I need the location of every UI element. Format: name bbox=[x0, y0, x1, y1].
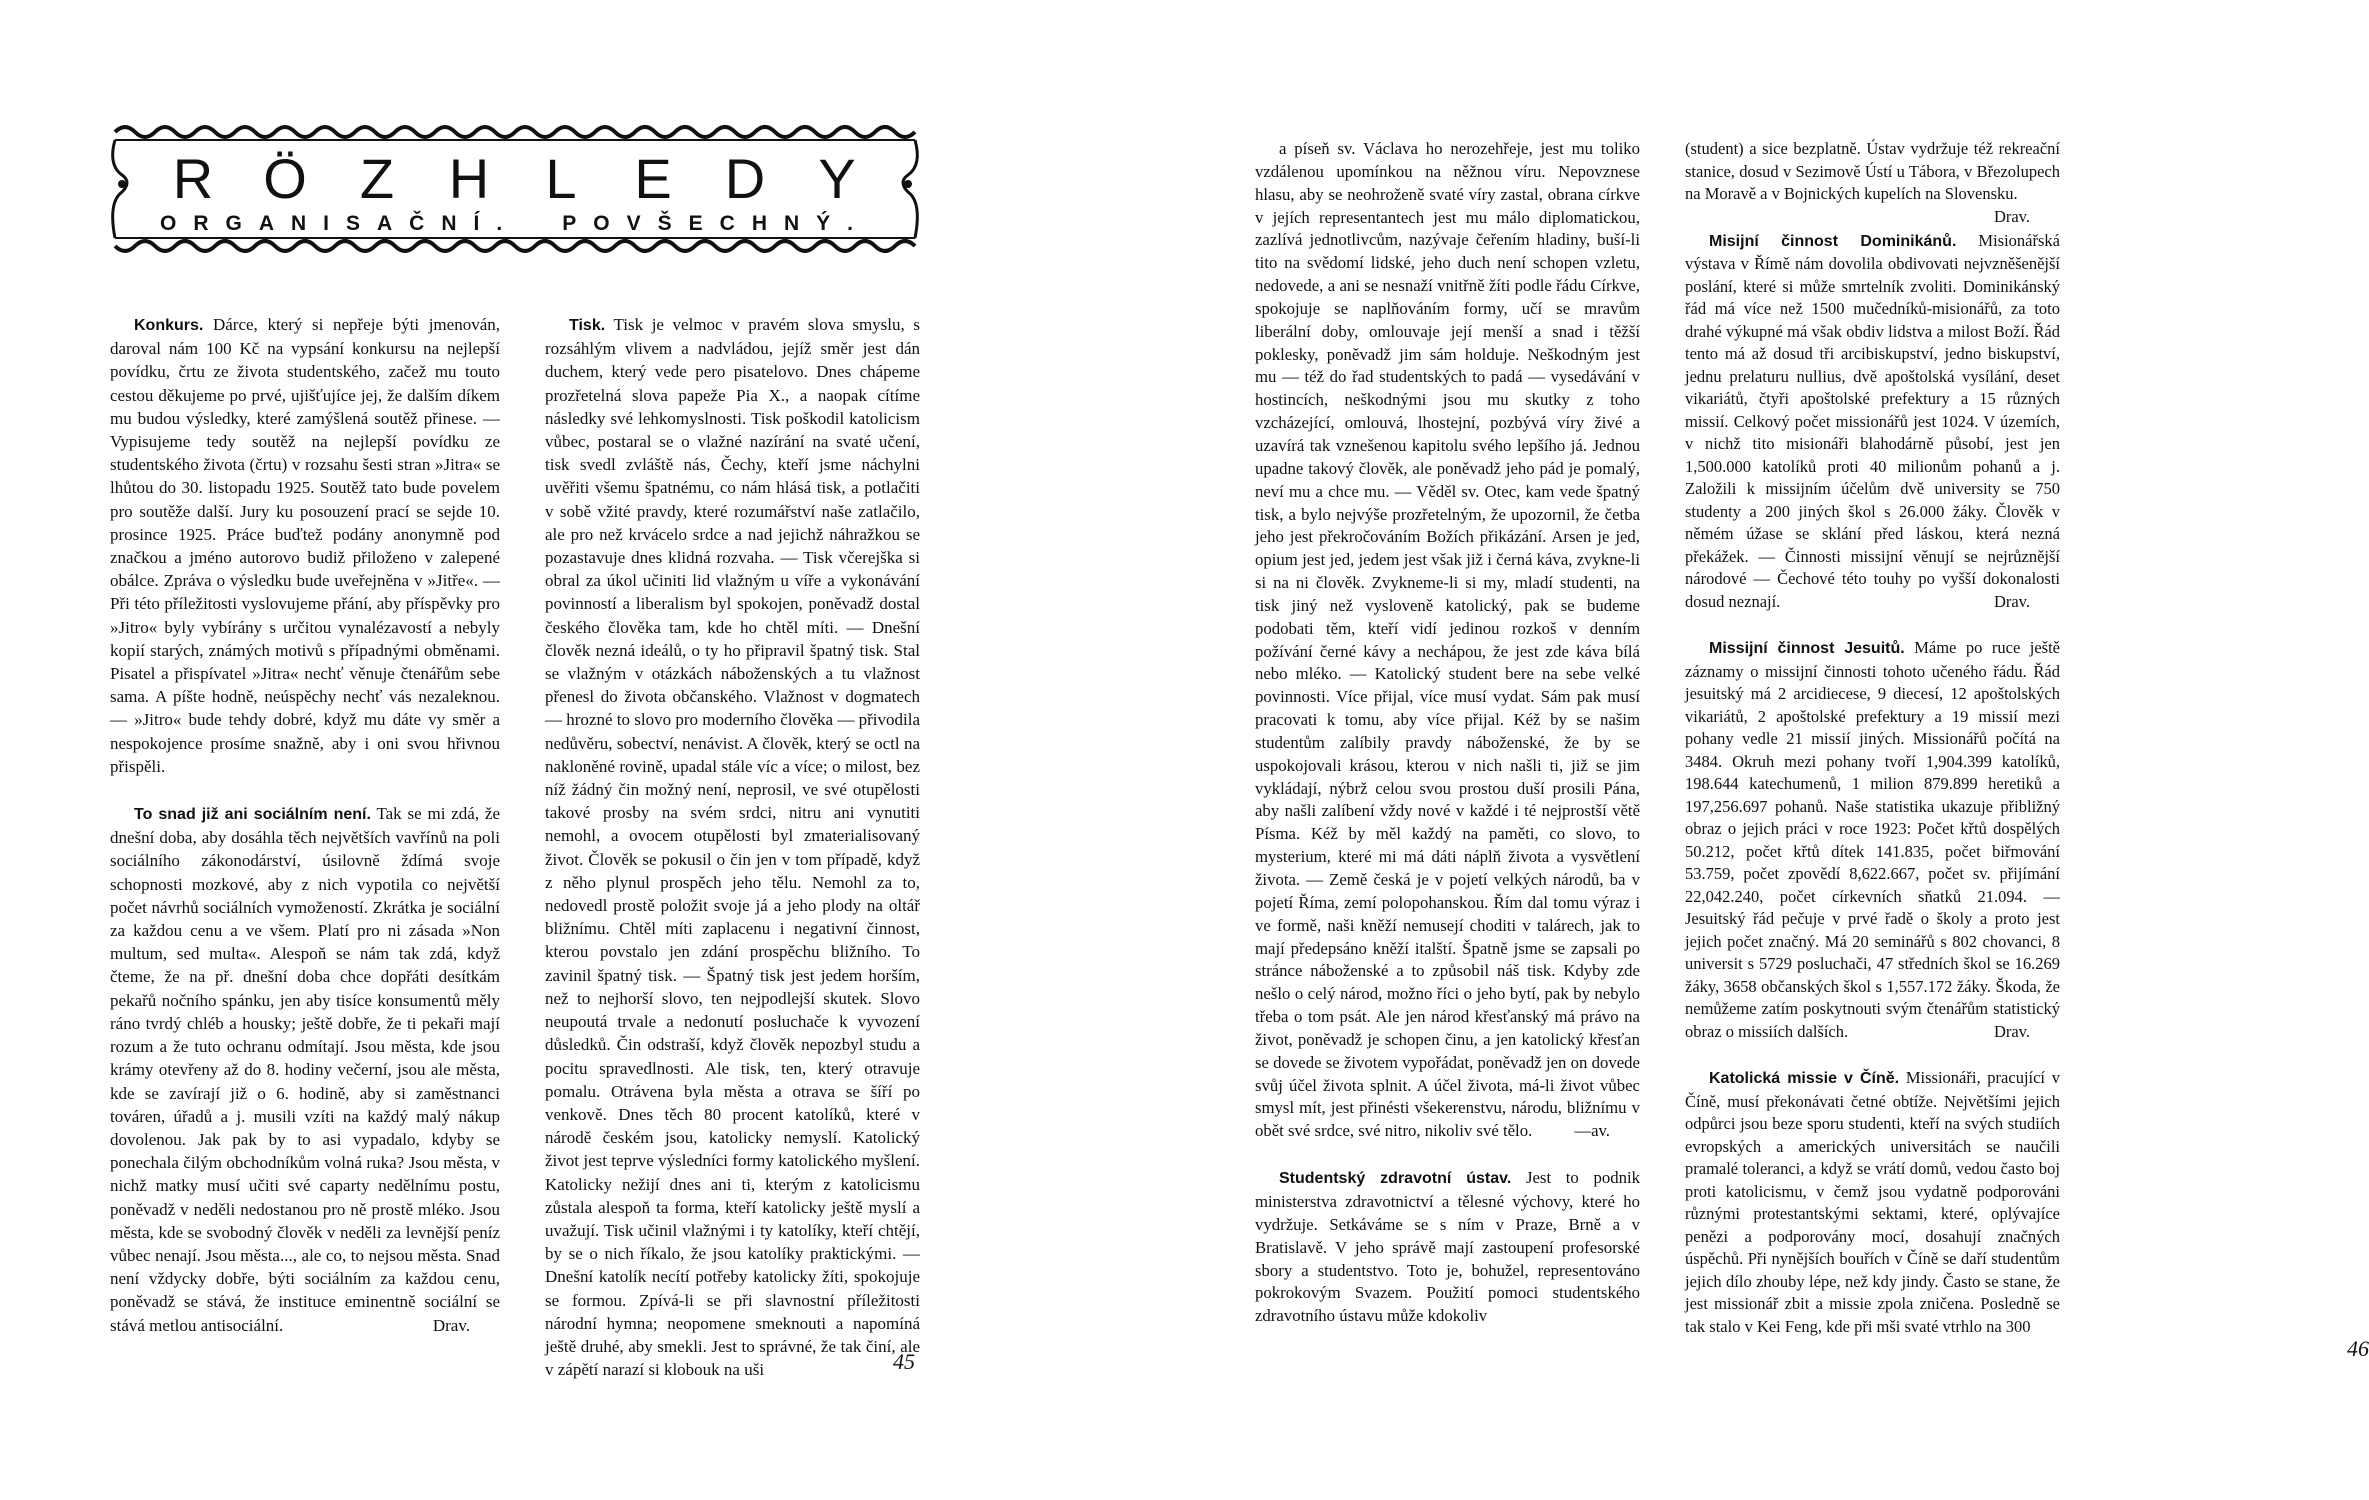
article-body: a píseň sv. Václava ho nerozehřeje, jest mu toliko vzdálenou upomínkou na něžnou víru. Nepovznese hlasu, aby se neohroženě svaté víry zastal, obrana církve v jejích representantech jest mu málo diplomatickou, zazlívá jednotlivcům, nazývaje čeřením hladiny, buší-li tito na svědomí lidské, jeho duch není schopen vzletu, nedovede, a ani se nesnaží vnitřně žíti podle řádu Církve, spokojuje se naplňováním formy, učí se mravům liberální doby, omlouvaje její menší a snad i těžší poklesky, poněvadž jim sám holduje. Neškodným jest mu — též do řad studentských to padá — vysedávání v hostincích, neškodnými jsou mu skutky z toho vzcházející, omlouvá, lhostejní, pozbývá víry živé a uzavírá tak vznešenou kapitolu svého lepšího já. Jednou upadne takový člověk, ale poněvadž jeho pád je pomalý, neví mu a chce mu. — Věděl sv. Otec, kam vede špatný tisk, a bylo nejvýše prozřetelným, že upozornil, že četba jeho jest překročováním Božích přikázání. Arsen je jed, opium jest jed, jedem jest však již i černá káva, zvykne-li si na ni člověk. Zvykneme-li si my, mladí studenti, na tisk jiný než vysloveně katolický, pak se budeme podobati těm, kteří vidí jedinou rozkoš v denním požívání černé kávy a nechápou, že jest zde káva bílá nebo mléko. — Katolický student bere na sebe velké povinnosti. Více přijal, více musí vydat. Sám pak musí pracovati k tomu, aby více přijal. Kéž by se našim studentům zalíbily pravdy náboženské, že by se uspokojovali krásou, kterou v nich našli ti, již se jim vykládají, nýbrž celou svou prostou duší prosili Pána, aby našli zalíbení vždy nové v každé i té nejprostší větě Písma. Kéž by měl každý na paměti, co slovo, to mysterium, které mi má dáti náplň života a vysvětlení života. — Země česká je v pojetí velkých národů, ba v pojetí Říma, zemí polopohanskou. Řím dal tomu výraz i ve formě, naši kněží nemusejí choditi v talárech, jak to mají předepsáno kněží italští. Špatně jsme se zapsali po stránce náboženské a to způsobil náš tisk. Kdyby zde nešlo o celý národ, možno říci o jeho bytí, pak by nebylo třeba o tom psát. Ale jen národ křesťanský má právo na život, poněvadž je schopen činu, a jen katolický křesťan se dovede se životem vypořádat, poněvadž jen on dovede svůj účel života splnit. A účel života, má-li život vůbec smysl mít, jest přinésti všekerenstvu, národu, bližnímu v obět své srdce, své nitro, nikoliv své tělo. bbox=[1255, 139, 1640, 1141]
article-body: Máme po ruce ještě záznamy o missijní činnosti tohoto učeného řádu. Řád jesuitský má 2 arcidiecese, 9 diecesí, 12 apoštolských vikariátů, 2 apoštolské prefektury a 19 missií mezi pohany vedle 21 missií jiných. Missionářů počítá na 3484. Okruh mezi pohany tvoří 1,904.399 katolíků, 198.644 katechumenů, 1 milion 879.899 heretiků a 197,256.697 pohanů. Naše statistika ukazuje přibližný obraz o jejich práci v roce 1923: Počet křtů dospělých 50.212, počet křtů dítek 141.835, počet biřmování 53.759, počet zpovědí 8,622.667, počet sv. přijímání 22,042.240, počet církevních sňatků 21.094. — Jesuitský řád pečuje v prvé řadě o školy a proto jest jejich počet značný. Má 20 seminářů s 802 chovanci, 8 universit s 5729 posluchači, 47 středních škol se 16.269 žáky, 3658 občanských škol s 1,557.172 žáky. Škoda, že nemůžeme zatím poskytnouti svým čtenářům statistický obraz o missiích dalších. bbox=[1685, 638, 2061, 1041]
article-heading: To snad již ani sociálním není. bbox=[134, 806, 371, 824]
article-heading: Katolická missie v Číně. bbox=[1709, 1070, 1900, 1087]
article-jesuite bbox=[1685, 637, 2060, 1043]
header-banner bbox=[110, 120, 920, 260]
article-heading: Misijní činnost Dominikánů. bbox=[1709, 232, 1957, 250]
article-heading: Studentský zdravotní ústav. bbox=[1279, 1170, 1512, 1188]
article-tisk bbox=[545, 313, 920, 1381]
article-heading: Konkurs. bbox=[134, 317, 204, 334]
column-1 bbox=[110, 313, 500, 1337]
author-signature: Drav. bbox=[1993, 206, 2030, 226]
column-2 bbox=[545, 313, 920, 1381]
left-page bbox=[0, 0, 1085, 1500]
article-body: Tisk je velmoc v pravém slova smyslu, s rozsáhlým vlivem a nadvládou, jejíž směr jest dán duchem, který vede pero pisatelovo. Dnes chápeme prozřetelná slova papeže Pia X., a naopak cítíme následky své lehkomyslnosti. Tisk poškodil katolicism vůbec, postaral se o vlažné nazírání na svaté učení, tisk svedl zvláště nás, Čechy, kteří jsme náchylni uvěřiti všemu špatnému, co nám hlásá tisk, a potlačiti v sobě vžité pravdy, které rozumářství naše zatlačilo, ale pro než krvácelo srdce a nad jejichž náhražkou se pozastavuje dnes klidná rozvaha. — Tisk včerejška si obral za úkol učiniti lid vlažným u víře a vykonávání povinností a liberalism byl spokojen, poněvadž dostal českého člověka tam, kde ho chtěl míti. — Dnešní člověk nezná ideálů, o ty ho připravil špatný tisk. Stal se vlažným v otázkách náboženských a tu vlažnost přenesl do života občanského. Vlažnost v dogmatech — hrozné to slovo pro moderního člověka — přivodila nedůvěru, sobectví, nenávist. A člověk, který se octl na nakloněné rovině, upadal stále víc a více; o milost, bez níž žádný čin možný není, neprosil, ve své otupělosti takové prosby na svém srdci, nitru ani vynutiti nemohl, a ovocem otupělosti byl zmaterialisovaný život. Člověk se pokusil o čin jen v tom případě, když z něho plynul prospěch jeho tělu. Nemohl za to, nedovedl prostě položit svoje já a jeho plody na oltář bližnímu. Chtěl míti zaplacenu i negativní činnost, kterou povstalo jen zdání prospěchu bližního. To zavinil špatný tisk. — Špatný tisk jest jedem horším, než to nejhorší slovo, ten nejpodlejší skutek. Slovo neupoutá trvale a nedonutí posluchače k vyvození důsledků. Čin odstraší, když člověk nepozbyl studu a pocitu spravedlnosti. Ale tisk, ten, který otravuje pomalu. Otrávena byla města a otrava se šíří po venkově. Dnes těch 80 procent katolíků, které v národě českém jsou, katolicky nemyslí. Katolický život jest teprve výsledníci formy katolického myšlení. Katolicky nežijí dnes ani ti, kterým z katolicismu zůstala alespoň ta forma, kteří katolicky ještě myslí a uvažují. Tisk učinil vlažnými i ty katolíky, kteří chtějí, by se o nich říkalo, že jsou katolíky praktickými. — Dnešní katolík necítí potřeby katolicky žíti, spokojuje se formou. Zpívá-li se při slavnostní příležitosti národní hymna; neopomene smeknouti a napomíná ještě druhé, aby smekli. Jest to správné, že tak činí, ale v zápětí narazí si klobouk na uši bbox=[545, 315, 920, 1380]
title-letter: L bbox=[545, 146, 577, 210]
article-cina bbox=[1685, 1067, 2060, 1338]
article-body: Misionářská výstava v Římě nám dovolila obdivovati nejvzněšenější poslání, které si může smrtelník zvoliti. Dominikánský řád má více než 1500 mučedníků-misionářů, za toto drahé výkupné má však obdiv lidstva a milost Boží. Řád tento má až dosud tři arcibiskupství, jedno biskupství, jednu prelaturu nullius, dvě apoštolská vysílání, deset vikariátů, čtyři apoštolské prefektury a 15 různých missií. Celkový počet missionářů jest 1024. V územích, v nichž tito misionáři blahodárně působí, jest jen 1,500.000 katolíků proti 40 milionům pohanů a j. Založili k missijním účelům dvě university se 750 studenty a 200 jiných škol s 26.000 žáky. Člověk v němém úžase se sklání před láskou, která nezná překážek. — Činnosti missijní věnují se nejrůznější národové — Čechové této touhy po vyšší dokonalosti dosud neznají. bbox=[1685, 230, 2060, 611]
column-4 bbox=[1685, 138, 2060, 1338]
article-socialni bbox=[110, 802, 500, 1337]
section-title bbox=[160, 146, 870, 210]
section-subtitle bbox=[160, 212, 870, 238]
article-konkurs bbox=[110, 313, 500, 778]
article-heading: Missijní činnost Jesuitů. bbox=[1709, 640, 1905, 657]
article-body: Jest to podnik ministerstva zdravotnictví a tělesné výchovy, které ho vydržuje. Setkáváme se s ním v Praze, Brně a v Bratislavě. V jeho správě mají zastoupení profesorské sbory a studentstvo. Toto je, bohužel, representováno pokrokovým Svazem. Použití pomoci studentského zdravotního ústavu může kdokoliv bbox=[1255, 1168, 1641, 1326]
page-number: 46 bbox=[2347, 1336, 2369, 1361]
author-signature: Drav. bbox=[1993, 1021, 2030, 1041]
author-signature: —av. bbox=[1574, 1121, 1610, 1141]
title-letter: Z bbox=[359, 146, 395, 210]
article-body: Dárce, který si nepřeje býti jmenován, daroval nám 100 Kč na vypsání konkursu na nejlepší povídku, črtu ze života studentského, začež mu touto cestou děkujeme po prvé, ujišťujíce jej, že dalším díkem mu budou výsledky, které zamýšlená soutěž přinese. — Vypisujeme tedy soutěž na nejlepší povídku ze studentského života (črtu) v rozsahu šesti stran »Jitra« se lhůtou do 30. listopadu 1925. Soutěž tato bude povelem pro soutěže další. Jury ku posouzení prací se sejde 10. prosince 1925. Práce buďtež podány anonymně pod značkou a jméno autorovo budiž přiloženo v zalepené obálce. Zpráva o výsledku bude uveřejněna v »Jitře«. — Při této příležitosti vyslovujeme přání, aby příspěvky pro »Jitro« byly vybírány s určitou vynalézavostí a nebyly kopií starých, známých motivů s případnými obměnami. Pisatel a přispívatel »Jitra« nechť věnuje čtenářům sebe sama. A píšte hodně, neúspěchy nechť vás nezaleknou. — »Jitro« bude tehdy dobré, když mu dáte vy směr a nespokojence prosíme snažně, aby i oni svou hřivnou přispěli. bbox=[110, 315, 500, 776]
page-number: 45 bbox=[893, 1349, 915, 1374]
author-signature: Drav. bbox=[1993, 591, 2030, 611]
article-heading: Tisk. bbox=[569, 317, 606, 334]
article-tisk-continued bbox=[1255, 138, 1640, 1143]
article-body: Missionáři, pracující v Číně, musí překonávati četné obtíže. Největšími jejich odpůrci jsou beze sporu studenti, kteří na svých studiích evropských a amerických universitách se naučili pramalé toleranci, a když se vrátí domů, vedou často boj proti katolicismu, v čemž jsou vydatně podporováni různými protestantskými sektami, které, oplývajíce penězi a podporovány mocí, dosahují značných úspěchů. Při nynějších bouřích v Číně se daří studentům jejich dílo zhouby lépe, než kdy jindy. Často se stane, že jest missionář zbit a missie zpola zničena. Posledně se tak stalo v Kei Feng, kde při mši svaté vtrhlo na 300 bbox=[1685, 1068, 2060, 1336]
subtitle-left: ORGANISAČNÍ. bbox=[160, 212, 520, 235]
column-3 bbox=[1255, 138, 1640, 1328]
title-letter: Ö bbox=[263, 146, 307, 210]
article-zdravotni-continued bbox=[1685, 138, 2060, 226]
subtitle-right: POVŠECHNÝ. bbox=[562, 212, 870, 235]
title-letter: Y bbox=[818, 146, 856, 210]
article-zdravotni-ustav bbox=[1255, 1167, 1640, 1328]
article-body: Tak se mi zdá, že dnešní doba, aby dosáhla těch největších vavřínů na poli sociálního zákonodárství, úsilovně ždímá svoje schopnosti mozkové, aby z nich vypotila co největší počet návrhů sociálních vymožeností. Zkrátka je sociální za každou cenu a ve všem. Platí pro ni zásada »Non multum, sed multa«. Alespoň se nám tak zdá, když čteme, že na př. dnešní doba chce dopřáti desítkám pekařů nočního spánku, jen aby tisíce konsumentů měly ráno tvrdý chléb a housky; ještě dobře, že ti pekaři mají rozum a že tuto ochranu odmítají. Jsou města, kde jsou krámy otevřeny až do 8. hodiny večerní, jsou ale města, kde se zavírají již o 6. hodině, aby si zaměstnanci továren, úřadů a j. musili vzíti na každý malý nákup dovolenou. Jak pak by to asi vypadalo, kdyby se ponechala čilým obchodníkům volná ruka? Jsou města, v nichž matky musí učiti své caparty nedělnímu postu, poněvadž v neděli nedostanou pro ně prostě mléko. Jsou města, kde se svobodný člověk v neděli za levnější peníz vůbec nenají. Jsou města..., ale co, to nejsou města. Snad není vždycky dobře, býti sociálním za každou cenu, poněvadž se stává, že instituce eminentně sociální se stává metlou antisociální. bbox=[110, 804, 500, 1335]
title-letter: H bbox=[448, 146, 490, 210]
title-letter: R bbox=[172, 146, 214, 210]
article-dominikani bbox=[1685, 230, 2060, 614]
title-letter: E bbox=[634, 146, 672, 210]
title-letter: D bbox=[724, 146, 766, 210]
author-signature: Drav. bbox=[432, 1315, 470, 1335]
article-body: (student) a sice bezplatně. Ústav vydržuje též rekreační stanice, dosud v Sezimově Ústí u Tábora, v Březolupech na Moravě a v Bojnických kupelích na Slovensku. bbox=[1685, 139, 2060, 203]
